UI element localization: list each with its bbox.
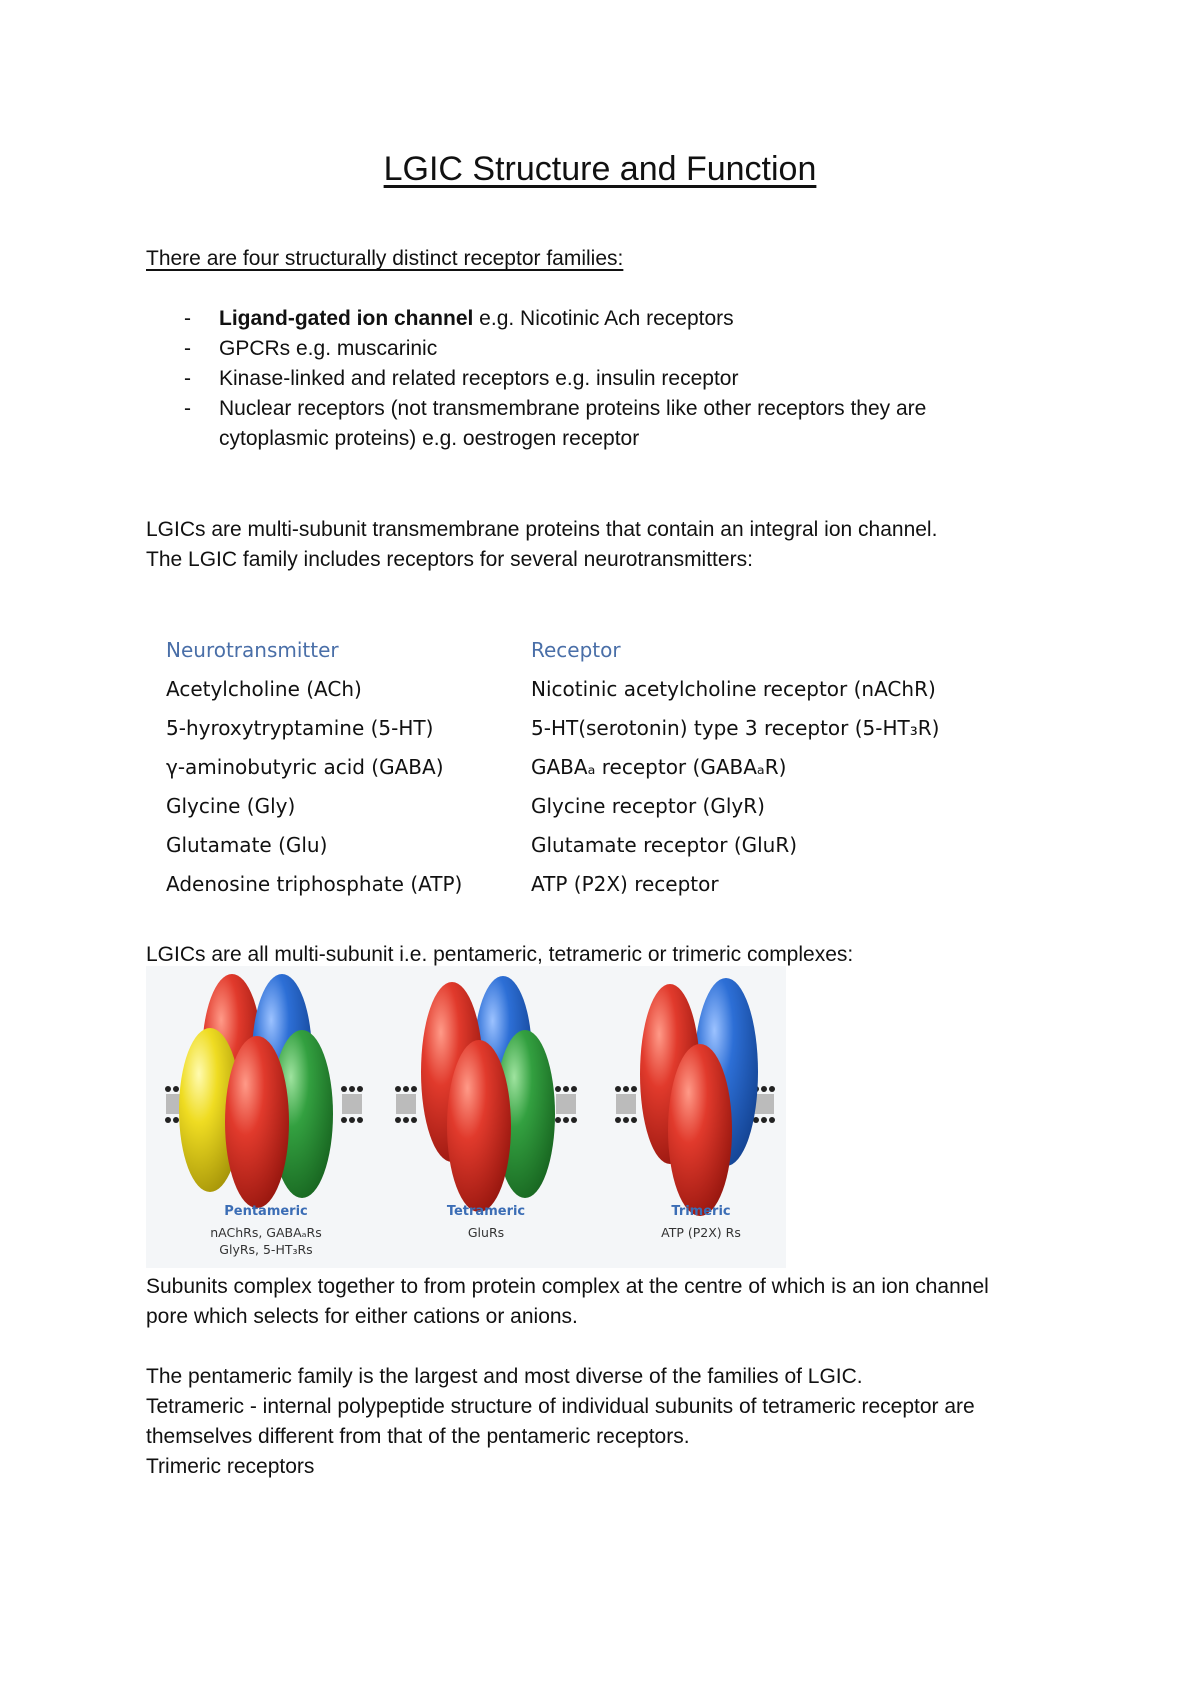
receptor-cell: 5-HT(serotonin) type 3 receptor (5-HT₃R) [531,716,940,740]
list-item-text: Nuclear receptors (not transmembrane proteins like other receptors they are [219,397,927,420]
tetrameric-caption [416,1204,556,1241]
intro-line: The LGIC family includes receptors for several neurotransmitters: [146,548,753,571]
table-row [146,868,946,907]
tetrameric-examples: GluRs [467,1225,505,1240]
neurotransmitter-cell: Adenosine triphosphate (ATP) [166,872,463,896]
list-item [146,364,1046,394]
closing-line: pore which selects for either cations or anions. [146,1305,578,1328]
red-subunit [447,1040,511,1212]
pentameric-examples: GlyRs, 5-HT₃Rs [219,1242,313,1257]
list-item-text: cytoplasmic proteins) e.g. oestrogen receptor [219,427,640,450]
lgic-complex-figure [146,966,786,1268]
receptor-cell: Nicotinic acetylcholine receptor (nAChR) [531,677,936,701]
trimeric-examples: ATP (P2X) Rs [661,1225,741,1240]
membrane-left-icon [395,1086,417,1123]
column-header-receptor: Receptor [531,638,621,662]
receptor-cell: ATP (P2X) receptor [531,872,719,896]
neurotransmitter-cell: Acetylcholine (ACh) [166,677,362,701]
receptor-cell: Glycine receptor (GlyR) [531,794,765,818]
trimeric-caption [626,1204,776,1241]
tetrameric-label: Tetrameric [446,1204,526,1219]
list-dash: - [184,337,191,360]
paragraph-spacer [146,1332,1106,1362]
pentameric-caption [186,1204,346,1258]
families-heading: There are four structurally distinct receptor families: [146,247,624,270]
list-item-text: GPCRs e.g. muscarinic [219,337,438,360]
list-dash: - [184,367,191,390]
table-row [146,790,946,829]
list-dash: - [184,397,191,420]
complexes-intro: LGICs are all multi-subunit i.e. pentameric, tetrameric or trimeric complexes: [146,943,854,966]
membrane-left-icon [615,1086,637,1123]
neurotransmitter-receptor-table [146,634,946,907]
list-item [146,334,1046,364]
table-row [146,829,946,868]
red-subunit [668,1044,732,1216]
neurotransmitter-cell: Glutamate (Glu) [166,833,328,857]
pentameric-examples: nAChRs, GABAₐRs [210,1225,322,1240]
receptor-cell: GABAₐ receptor (GABAₐR) [531,755,787,779]
closing-line: The pentameric family is the largest and most diverse of the families of LGIC. [146,1365,863,1388]
table-row [146,712,946,751]
pentameric-label: Pentameric [224,1204,308,1219]
intro-paragraph [146,515,1106,575]
trimeric-complex [615,978,775,1216]
red-subunit [225,1036,289,1208]
closing-paragraphs [146,1272,1106,1482]
closing-line: themselves different from that of the pentameric receptors. [146,1425,690,1448]
closing-line: Trimeric receptors [146,1455,315,1478]
neurotransmitter-cell: 5-hyroxytryptamine (5-HT) [166,716,434,740]
list-item-bold: Ligand-gated ion channel [219,307,474,330]
list-item [146,304,1046,334]
closing-line: Subunits complex together to from protein complex at the centre of which is an ion channel [146,1275,989,1298]
table-row [146,673,946,712]
list-item-text: Kinase-linked and related receptors e.g. insulin receptor [219,367,739,390]
intro-line: LGICs are multi-subunit transmembrane proteins that contain an integral ion channel. [146,518,938,541]
tetrameric-complex [395,976,577,1212]
table-header-row [146,634,946,673]
membrane-right-icon [341,1086,363,1123]
column-header-neurotransmitter: Neurotransmitter [166,638,339,662]
pentameric-complex [165,974,363,1208]
table-row [146,751,946,790]
families-list [146,304,1046,454]
neurotransmitter-cell: γ-aminobutyric acid (GABA) [166,755,444,779]
list-item [146,394,1046,424]
receptor-cell: Glutamate receptor (GluR) [531,833,798,857]
membrane-right-icon [555,1086,577,1123]
list-dash: - [184,307,191,330]
closing-line: Tetrameric - internal polypeptide structure of individual subunits of tetrameric receptor are [146,1395,975,1418]
list-item-text: e.g. Nicotinic Ach receptors [473,307,734,330]
page-title: LGIC Structure and Function [383,150,817,188]
list-item-continuation [146,424,1046,454]
neurotransmitter-cell: Glycine (Gly) [166,794,296,818]
trimeric-label: Trimeric [671,1204,731,1219]
